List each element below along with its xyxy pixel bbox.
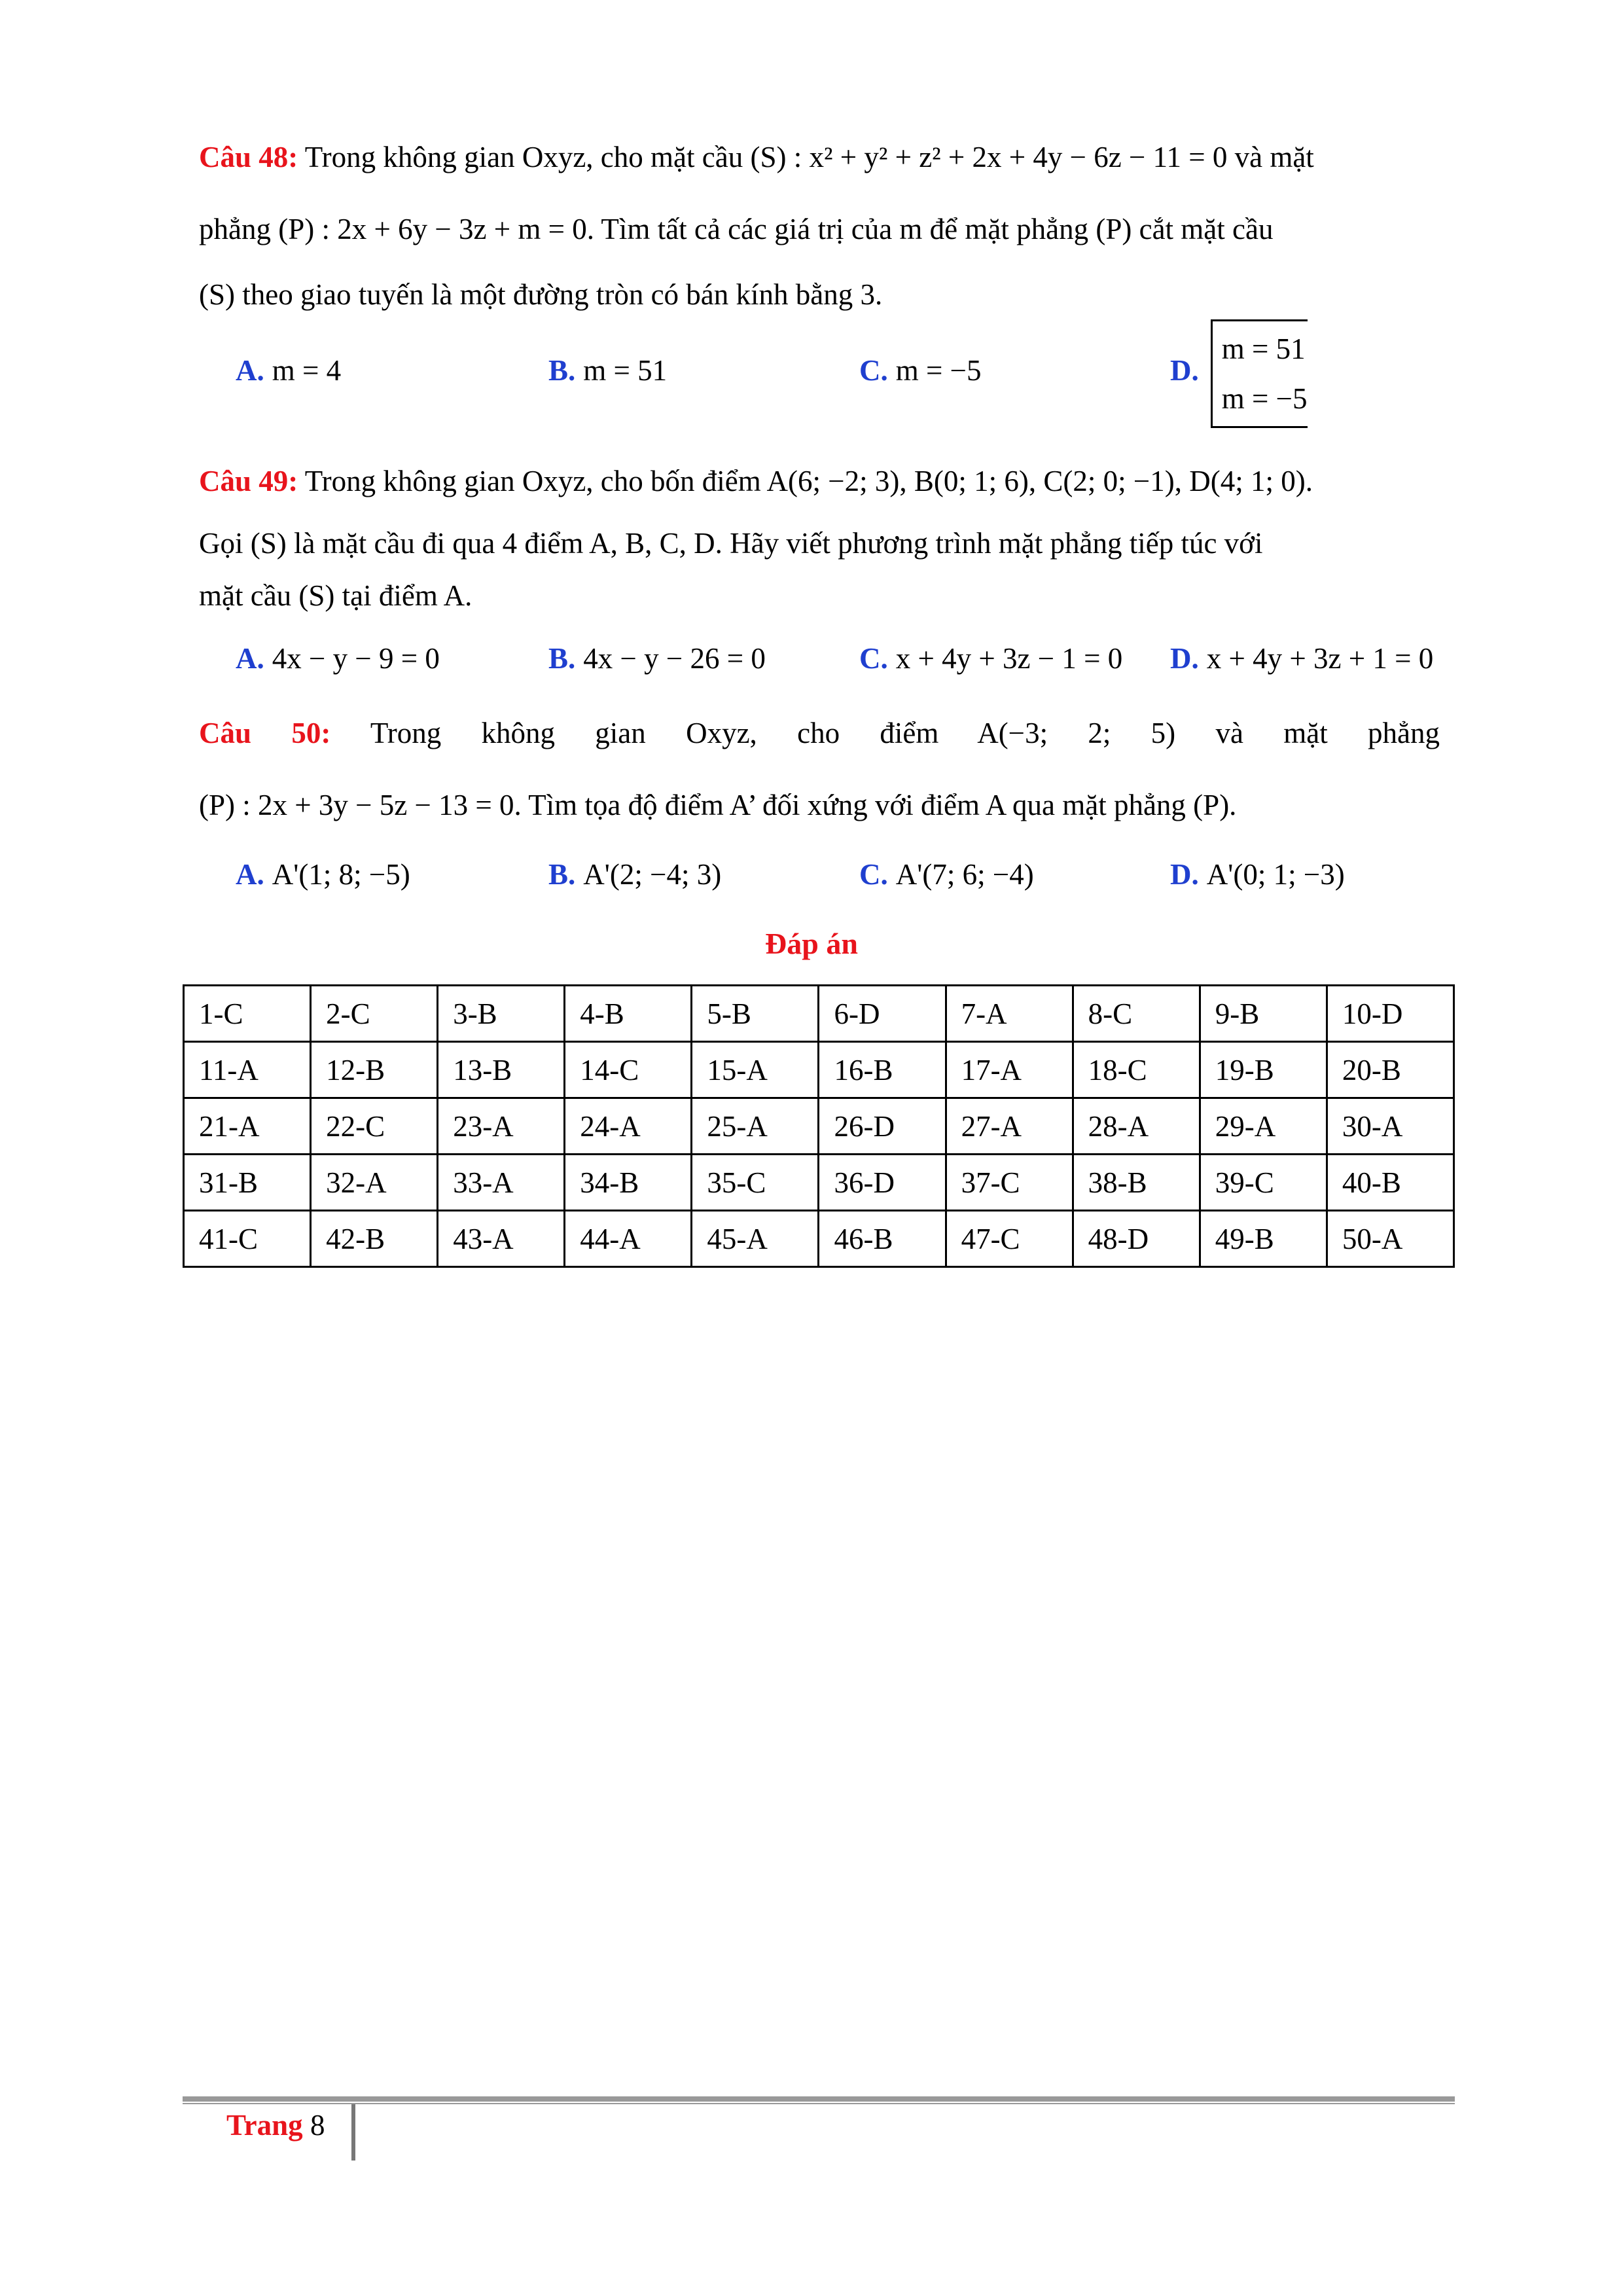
question-48-line3: (S) theo giao tuyến là một đường tròn có bán kính bằng 3. [199,278,883,311]
footer-label: Trang [226,2109,303,2142]
answer-cell: 32-A [311,1155,438,1211]
footer-divider [351,2104,355,2161]
option-label: B. [548,858,576,891]
answer-cell: 38-B [1073,1155,1200,1211]
option-text: A'(7; 6; −4) [895,858,1034,891]
answer-key-table [183,984,1455,1268]
answer-cell: 13-B [438,1042,565,1098]
question-49-points: A(6; −2; 3), B(0; 1; 6), C(2; 0; −1), D(4; 1; 0). [766,465,1313,497]
question-49-line2: Gọi (S) là mặt cầu đi qua 4 điểm A, B, C, D. Hãy viết phương trình mặt phẳng tiếp túc với [199,527,1263,560]
answer-cell: 26-D [819,1098,946,1155]
answer-cell: 9-B [1200,986,1327,1042]
question-48-line2: phẳng (P) : 2x + 6y − 3z + m = 0. Tìm tất cả các giá trị của m để mặt phẳng (P) cắt mặt cầu [199,213,1274,245]
question-48-text3: . Tìm tất cả các giá trị của m để mặt phẳng (P) cắt mặt cầu [586,213,1274,245]
option-label: D. [1170,858,1199,891]
option-50-b[interactable] [548,857,721,891]
answer-cell: 17-A [946,1042,1073,1098]
option-text: m = −5 [1221,382,1308,415]
answer-cell: 24-A [565,1098,692,1155]
question-48-text: Trong không gian Oxyz, cho mặt cầu [304,141,743,173]
sphere-equation: x² + y² + z² + 2x + 4y − 6z − 11 = 0 [809,141,1228,173]
answer-cell: 21-A [184,1098,311,1155]
option-48-a[interactable] [236,353,341,387]
question-49-text: Trong không gian Oxyz, cho bốn điểm [304,465,761,497]
option-49-b[interactable] [548,641,766,675]
option-49-c[interactable] [859,641,1122,675]
option-label: C. [859,858,888,891]
answer-cell: 29-A [1200,1098,1327,1155]
question-50-text2: . Tìm tọa độ điểm A’ đối xứng với điểm A qua mặt phẳng (P). [514,789,1237,821]
answer-cell: 43-A [438,1211,565,1267]
answer-cell: 28-A [1073,1098,1200,1155]
option-label: A. [236,642,264,675]
option-text: x + 4y + 3z + 1 = 0 [1206,642,1434,675]
question-50-point: A(−3; 2; 5) [977,717,1176,749]
option-48-d-bracket [1211,319,1308,428]
question-50 [199,697,1440,841]
answer-cell: 12-B [311,1042,438,1098]
question-50-label: Câu 50: [199,717,331,749]
option-48-b[interactable] [548,353,667,387]
question-50-text: Trong không gian Oxyz, cho điểm [370,717,939,749]
answer-cell: 5-B [692,986,819,1042]
option-49-a[interactable] [236,641,440,675]
option-text: 4x − y − 9 = 0 [272,642,440,675]
option-text: A'(2; −4; 3) [583,858,722,891]
answer-row [184,1098,1454,1155]
option-text: m = −5 [895,354,982,387]
answer-cell: 23-A [438,1098,565,1155]
answer-cell: 10-D [1327,986,1454,1042]
answer-cell: 1-C [184,986,311,1042]
option-label: B. [548,354,576,387]
answer-cell: 44-A [565,1211,692,1267]
answer-cell: 4-B [565,986,692,1042]
option-50-a[interactable] [236,857,410,891]
option-label: B. [548,642,576,675]
option-text: A'(0; 1; −3) [1206,858,1345,891]
option-50-d[interactable] [1170,857,1345,891]
footer-rule-thin [183,2103,1455,2104]
answer-cell: 22-C [311,1098,438,1155]
option-label: A. [236,354,264,387]
question-48-label: Câu 48: [199,141,298,173]
answer-row [184,1211,1454,1267]
option-text: A'(1; 8; −5) [272,858,410,891]
question-48-options [236,332,1453,415]
option-50-c[interactable] [859,857,1034,891]
answer-cell: 45-A [692,1211,819,1267]
answer-cell: 18-C [1073,1042,1200,1098]
page-footer [226,2102,325,2148]
option-label: D. [1170,354,1199,387]
question-48-line1: Câu 48: Trong không gian Oxyz, cho mặt cầu (S) : x² + y² + z² + 2x + 4y − 6z − 11 = 0 và mặt [199,141,1314,173]
answer-cell: 47-C [946,1211,1073,1267]
question-48-text2: phẳng [199,213,271,245]
option-text: m = 51 [583,354,668,387]
answer-cell: 36-D [819,1155,946,1211]
question-50-options [236,857,1453,910]
option-48-d[interactable] [1170,319,1308,428]
answer-cell: 37-C [946,1155,1073,1211]
question-50-line1 [199,697,1440,769]
option-48-c[interactable] [859,353,982,387]
answer-cell: 34-B [565,1155,692,1211]
answer-key-title: Đáp án [765,927,858,960]
answer-cell: 50-A [1327,1211,1454,1267]
option-label: D. [1170,642,1199,675]
answer-cell: 48-D [1073,1211,1200,1267]
answer-cell: 7-A [946,986,1073,1042]
question-48 [199,121,1440,324]
answer-cell: 25-A [692,1098,819,1155]
answer-cell: 3-B [438,986,565,1042]
answer-cell: 31-B [184,1155,311,1211]
answer-row [184,1042,1454,1098]
option-label: A. [236,858,264,891]
answer-cell: 40-B [1327,1155,1454,1211]
answer-cell: 27-A [946,1098,1073,1155]
plane-equation: 2x + 6y − 3z + m = 0 [337,213,587,245]
answer-cell: 41-C [184,1211,311,1267]
answer-cell: 46-B [819,1211,946,1267]
answer-cell: 30-A [1327,1098,1454,1155]
question-50-plane: (P) : 2x + 3y − 5z − 13 = 0 [199,789,514,821]
answer-cell: 39-C [1200,1155,1327,1211]
question-50-text-end: và mặt phẳng [1215,717,1440,749]
option-text: x + 4y + 3z − 1 = 0 [895,642,1123,675]
answer-cell: 19-B [1200,1042,1327,1098]
answer-cell: 33-A [438,1155,565,1211]
answer-row [184,1155,1454,1211]
question-50-line2 [199,769,1440,841]
page-number: 8 [310,2109,325,2142]
option-label: C. [859,354,888,387]
answer-cell: 14-C [565,1042,692,1098]
answer-cell: 49-B [1200,1211,1327,1267]
option-text: 4x − y − 26 = 0 [583,642,766,675]
answer-cell: 8-C [1073,986,1200,1042]
answer-row [184,986,1454,1042]
answer-cell: 11-A [184,1042,311,1098]
question-48-text-end: và mặt [1234,141,1314,173]
answer-cell: 42-B [311,1211,438,1267]
question-49 [199,445,1440,622]
answer-cell: 6-D [819,986,946,1042]
question-49-label: Câu 49: [199,465,298,497]
answer-cell: 15-A [692,1042,819,1098]
option-text: m = 4 [272,354,342,387]
question-49-options [236,641,1453,694]
option-text: m = 51 [1221,332,1306,365]
option-label: C. [859,642,888,675]
question-49-line3: mặt cầu (S) tại điểm A. [199,579,473,612]
answer-cell: 35-C [692,1155,819,1211]
answer-cell: 2-C [311,986,438,1042]
footer-rule [183,2096,1455,2102]
answer-cell: 16-B [819,1042,946,1098]
answer-cell: 20-B [1327,1042,1454,1098]
question-49-line1 [199,445,1440,517]
option-49-d[interactable] [1170,641,1433,675]
